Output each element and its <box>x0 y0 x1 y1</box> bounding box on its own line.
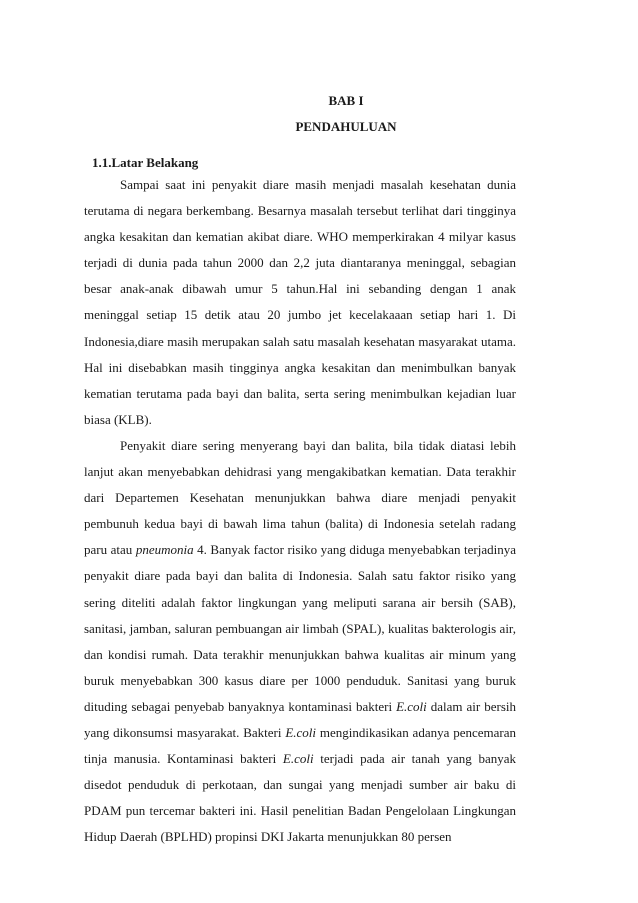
paragraph-2-text-1: Penyakit diare sering menyerang bayi dan balita, bila tidak diatasi lebih lanjut akan menyebabkan dehidrasi yang mengakibatkan kematian. Data terakhir dari Departemen Kesehatan menunjukkan bahwa diare menjadi penyakit pembunuh kedua bayi di bawah lima tahun (balita) di Indonesia setelah radang paru atau <box>84 437 516 558</box>
term-pneumonia: pneumonia <box>135 542 194 558</box>
chapter-heading <box>0 89 638 139</box>
term-ecoli-1: E.coli <box>396 698 427 714</box>
term-ecoli-2: E.coli <box>285 724 317 740</box>
term-ecoli-3: E.coli <box>282 751 314 767</box>
chapter-number: BAB I <box>328 93 364 108</box>
paragraph-2-text-3: dalam air bersih yang dikonsumsi masyarakat. Bakteri <box>84 698 517 740</box>
paragraph-1: Sampai saat ini penyakit diare masih menjadi masalah kesehatan dunia terutama di negara berkembang. Besarnya masalah tersebut terlihat dari tingginya angka kesakitan dan kematian akibat diare. WHO memperkirakan 4 milyar kasus terjadi di dunia pada tahun 2000 dan 2,2 juta diantaranya meninggal, sebagian besar anak-anak dibawah umur 5 tahun.Hal ini sebanding dengan 1 anak meninggal setiap 15 detik atau 20 jumbo jet kecelakaaan setiap hari 1. Di Indonesia,diare masih merupakan salah satu masalah kesehatan masyarakat utama. Hal ini disebabkan masih tingginya angka kesakitan dan menimbulkan banyak kematian terutama pada bayi dan balita, serta sering menimbulkan kejadian luar biasa (KLB). <box>84 177 516 427</box>
paragraph-2 <box>84 433 516 851</box>
section-heading: 1.1.Latar Belakang <box>92 155 199 170</box>
body-text <box>84 172 516 850</box>
paragraph-2-text-5: terjadi pada air tanah yang banyak disedot penduduk di perkotaan, dan sungai yang menjadi sumber air baku di PDAM pun tercemar bakteri ini. Hasil penelitian Badan Pengelolaan Lingkungan Hidup Daerah (BPLHD) propinsi DKI Jakarta menunjukkan 80 persen <box>84 751 516 845</box>
paragraph-2-text-4: mengindikasikan adanya pencemaran tinja manusia. Kontaminasi bakteri <box>84 724 517 767</box>
chapter-title: PENDAHULUAN <box>295 119 397 134</box>
paragraph-2-text-2: 4. Banyak factor risiko yang diduga menyebabkan terjadinya penyakit diare pada bayi dan balita di Indonesia. Salah satu faktor risiko yang sering diteliti adalah faktor lingkungan yang meliputi sarana air bersih (SAB), sanitasi, jamban, saluran pembuangan air limbah (SPAL), kualitas bakterologis air, dan kondisi rumah. Data terakhir menunjukkan bahwa kualitas air minum yang buruk menyebabkan 300 kasus diare per 1000 penduduk. Sanitasi yang buruk dituding sebagai penyebab banyaknya kontaminasi bakteri <box>84 542 516 714</box>
